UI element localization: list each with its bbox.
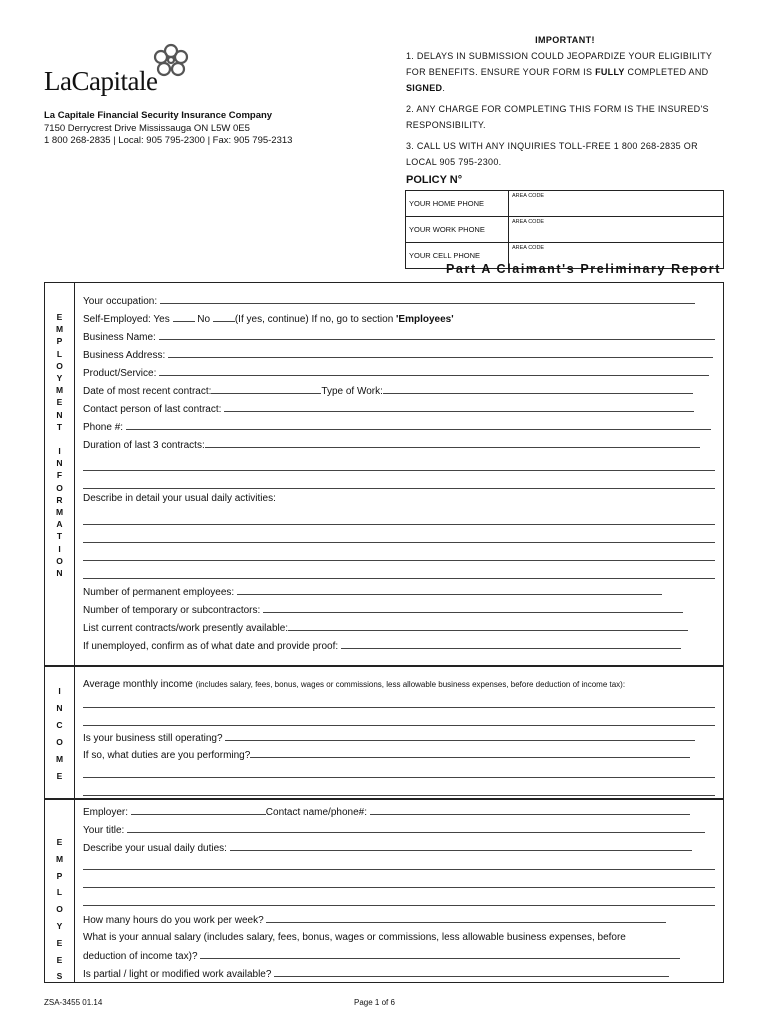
company-address: 7150 Derrycrest Drive Mississauga ON L5W 0E5 bbox=[44, 122, 250, 134]
title-field[interactable]: Your title: bbox=[83, 823, 715, 837]
modified-work-field[interactable]: Is partial / light or modified work available? bbox=[83, 967, 715, 981]
blank-line[interactable] bbox=[83, 488, 715, 489]
employment-section bbox=[44, 282, 724, 666]
blank-line[interactable] bbox=[83, 524, 715, 525]
work-phone-field[interactable]: AREA CODE bbox=[509, 217, 724, 243]
employment-side-letter: R bbox=[56, 494, 63, 505]
important-item-1: 1. DELAYS IN SUBMISSION COULD JEOPARDIZE YOUR ELIGIBILITY FOR BENEFITS. ENSURE YOUR FORM IS FULLY COMPLETED AND SIGNED. bbox=[406, 51, 713, 93]
average-income-label: Average monthly income (includes salary, fees, bonus, wages or commissions, less allowable business expenses, before deduction of income tax): bbox=[83, 679, 626, 690]
employment-side-letter: N bbox=[56, 409, 63, 420]
blank-line[interactable] bbox=[83, 542, 715, 543]
employees-side-letter: O bbox=[56, 904, 63, 915]
phone-table bbox=[405, 190, 724, 269]
employees-side-label bbox=[45, 800, 75, 982]
employees-side-letter: S bbox=[56, 971, 63, 982]
contact-person-field[interactable]: Contact person of last contract: bbox=[83, 402, 715, 416]
employment-side-letter: T bbox=[56, 531, 63, 542]
employment-side-letter: E bbox=[56, 312, 63, 322]
employment-side-letter: M bbox=[55, 324, 64, 335]
self-employed-field[interactable]: Self-Employed: Yes No (If yes, continue) If no, go to section 'Employees' bbox=[83, 314, 454, 325]
contract-date-field[interactable]: Date of most recent contract: Type of Work: bbox=[83, 384, 715, 398]
income-section bbox=[44, 666, 724, 799]
page-number: Page 1 of 6 bbox=[354, 998, 395, 1007]
daily-activities-label: Describe in detail your usual daily activities: bbox=[83, 493, 276, 504]
income-side-letter: I bbox=[58, 686, 61, 696]
employment-side-label bbox=[45, 283, 75, 665]
employees-side-letter: P bbox=[56, 870, 63, 881]
part-a-title: Part A Claimant's Preliminary Report bbox=[446, 262, 721, 276]
annual-salary-field[interactable]: deduction of income tax)? bbox=[83, 949, 715, 963]
employees-side-letter: E bbox=[56, 954, 63, 965]
employment-side-letter: T bbox=[56, 421, 63, 432]
employment-side-letter: N bbox=[56, 567, 63, 578]
employees-side-letter: L bbox=[56, 887, 63, 898]
blank-line[interactable] bbox=[83, 905, 715, 906]
employment-side-letter: I bbox=[58, 446, 61, 457]
hours-per-week-field[interactable]: How many hours do you work per week? bbox=[83, 913, 715, 927]
contract-duration-field[interactable]: Duration of last 3 contracts: bbox=[83, 438, 715, 452]
phone-label: YOUR HOME PHONE bbox=[406, 191, 509, 217]
blank-line[interactable] bbox=[83, 887, 715, 888]
employment-side-letter: P bbox=[56, 336, 63, 347]
employment-side-letter: N bbox=[56, 458, 63, 469]
cell-phone-field[interactable]: AREA CODE bbox=[509, 243, 724, 269]
blank-line[interactable] bbox=[83, 795, 715, 796]
business-address-field[interactable]: Business Address: bbox=[83, 348, 715, 362]
employees-side-letter: Y bbox=[56, 920, 63, 931]
employment-side-letter: O bbox=[56, 482, 63, 493]
income-side-label bbox=[45, 667, 75, 798]
employment-side-letter: E bbox=[56, 397, 63, 408]
employees-side-letter: E bbox=[56, 837, 63, 847]
employees-section bbox=[44, 799, 724, 983]
business-name-field[interactable]: Business Name: bbox=[83, 330, 715, 344]
company-contact: 1 800 268-2835 | Local: 905 795-2300 | Fax: 905 795-2313 bbox=[44, 135, 293, 146]
phone-number-field[interactable]: Phone #: bbox=[83, 420, 715, 434]
employees-side-letter: E bbox=[56, 937, 63, 948]
income-side-letter: M bbox=[55, 754, 64, 764]
income-side-letter: C bbox=[56, 720, 63, 730]
company-name: La Capitale Financial Security Insurance Company bbox=[44, 110, 273, 121]
blank-line[interactable] bbox=[83, 707, 715, 708]
product-service-field[interactable]: Product/Service: bbox=[83, 366, 715, 380]
phone-label: YOUR CELL PHONE bbox=[406, 243, 509, 269]
blank-line[interactable] bbox=[83, 578, 715, 579]
form-code: ZSA-3455 01.14 bbox=[44, 998, 103, 1007]
unemployed-date-field[interactable]: If unemployed, confirm as of what date and provide proof: bbox=[83, 639, 715, 653]
employment-side-letter: O bbox=[56, 360, 63, 371]
employment-side-letter: A bbox=[56, 519, 63, 530]
current-contracts-field[interactable]: List current contracts/work presently available: bbox=[83, 621, 715, 635]
blank-line[interactable] bbox=[83, 777, 715, 778]
blank-line[interactable] bbox=[83, 869, 715, 870]
income-side-letter: N bbox=[56, 703, 63, 713]
phone-row-work bbox=[406, 217, 724, 243]
phone-row-home bbox=[406, 191, 724, 217]
employment-side-letter: L bbox=[56, 348, 63, 359]
blank-line[interactable] bbox=[83, 725, 715, 726]
usual-duties-field[interactable]: Describe your usual daily duties: bbox=[83, 841, 715, 855]
business-operating-field[interactable]: Is your business still operating? bbox=[83, 731, 715, 745]
annual-salary-label: What is your annual salary (includes salary, fees, bonus, wages or commissions, less allowable business expenses, before bbox=[83, 932, 626, 943]
important-notice bbox=[406, 32, 724, 175]
occupation-field[interactable]: Your occupation: bbox=[83, 294, 715, 308]
blank-line[interactable] bbox=[83, 470, 715, 471]
employment-side-letter: O bbox=[56, 555, 63, 566]
important-item-2: 2. ANY CHARGE FOR COMPLETING THIS FORM IS THE INSURED'S RESPONSIBILITY. bbox=[406, 104, 709, 130]
employment-side-letter: M bbox=[55, 507, 64, 517]
employees-side-letter: M bbox=[55, 853, 64, 864]
income-side-letter: E bbox=[56, 771, 63, 781]
duties-performing-field[interactable]: If so, what duties are you performing? bbox=[83, 748, 715, 762]
blank-line[interactable] bbox=[83, 560, 715, 561]
employer-field[interactable]: Employer: Contact name/phone#: bbox=[83, 805, 715, 819]
important-item-3: 3. CALL US WITH ANY INQUIRIES TOLL-FREE 1 800 268-2835 OR LOCAL 905 795-2300. bbox=[406, 141, 698, 167]
company-logo: LaCapitale bbox=[44, 66, 158, 96]
permanent-employees-field[interactable]: Number of permanent employees: bbox=[83, 585, 715, 599]
temporary-contractors-field[interactable]: Number of temporary or subcontractors: bbox=[83, 603, 715, 617]
employment-side-letter: I bbox=[58, 543, 61, 554]
employment-side-letter: F bbox=[56, 470, 63, 481]
employment-side-letter: M bbox=[55, 385, 64, 396]
important-title: IMPORTANT! bbox=[535, 35, 595, 45]
phone-label: YOUR WORK PHONE bbox=[406, 217, 509, 243]
company-info bbox=[44, 110, 292, 148]
policy-number-label: POLICY N° bbox=[406, 174, 463, 186]
employment-side-letter: Y bbox=[56, 372, 63, 383]
income-side-letter: O bbox=[56, 737, 63, 747]
home-phone-field[interactable]: AREA CODE bbox=[509, 191, 724, 217]
